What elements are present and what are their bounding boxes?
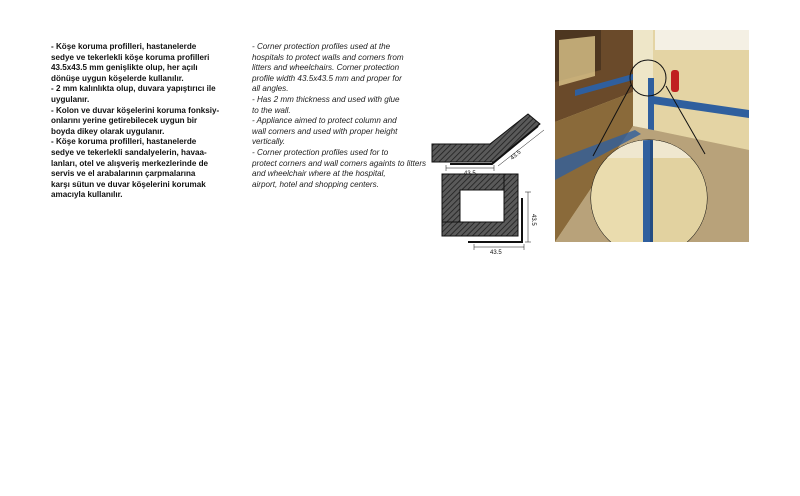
english-paragraph-2: - Has 2 mm thickness and used with glue to the wall. xyxy=(252,94,400,115)
turkish-description xyxy=(51,42,241,201)
dimension-label: 43.5 xyxy=(490,250,502,256)
english-description xyxy=(252,42,442,190)
profile-cross-section-drawing xyxy=(428,110,552,256)
turkish-paragraph-3: - Kolon ve duvar köşelerini koruma fonksiy- onlarını yerine getirebilecek uygun bir boyda dikey olarak uygulanır. xyxy=(51,105,220,136)
english-paragraph-3: - Appliance aimed to protect column and wall corners and used with proper height vertically. xyxy=(252,116,398,147)
turkish-paragraph-1: - Köşe koruma profilleri, hastanelerde sedye ve tekerlekli köşe koruma profilleri 43.5x43.5 mm genişlikte olup, her açılı dönüşe uygun köşelerde kullanılır. xyxy=(51,42,210,83)
corridor-photo xyxy=(555,30,749,242)
english-paragraph-4: - Corner protection profiles used for to protect corners and wall corners againts to litters and wheelchair where at the hospital, airport, hotel and shopping centers. xyxy=(252,147,427,189)
turkish-paragraph-4: - Köşe koruma profilleri, hastanelerde sedye ve tekerlekli sandalyelerin, havaa- lanları, otel ve alışveriş merkezlerinde de servis ve el arabalarının çarpmalarına karşı sütun ve duvar köşelerini korumak amacıyla kullanılır. xyxy=(51,137,209,200)
dimension-label: 43.5 xyxy=(509,149,523,162)
l-profile-section xyxy=(434,174,522,242)
dimension-label: 43.5 xyxy=(530,214,536,226)
english-paragraph-1: - Corner protection profiles used at the hospitals to protect walls and corners from litters and wheelchairs. Corner protection profile width 43.5x43.5 mm and proper for all angles. xyxy=(252,42,404,94)
turkish-paragraph-2: - 2 mm kalınlıkta olup, duvara yapıştırıcı ile uygulanır. xyxy=(51,84,216,104)
angled-profile-section xyxy=(432,114,540,164)
